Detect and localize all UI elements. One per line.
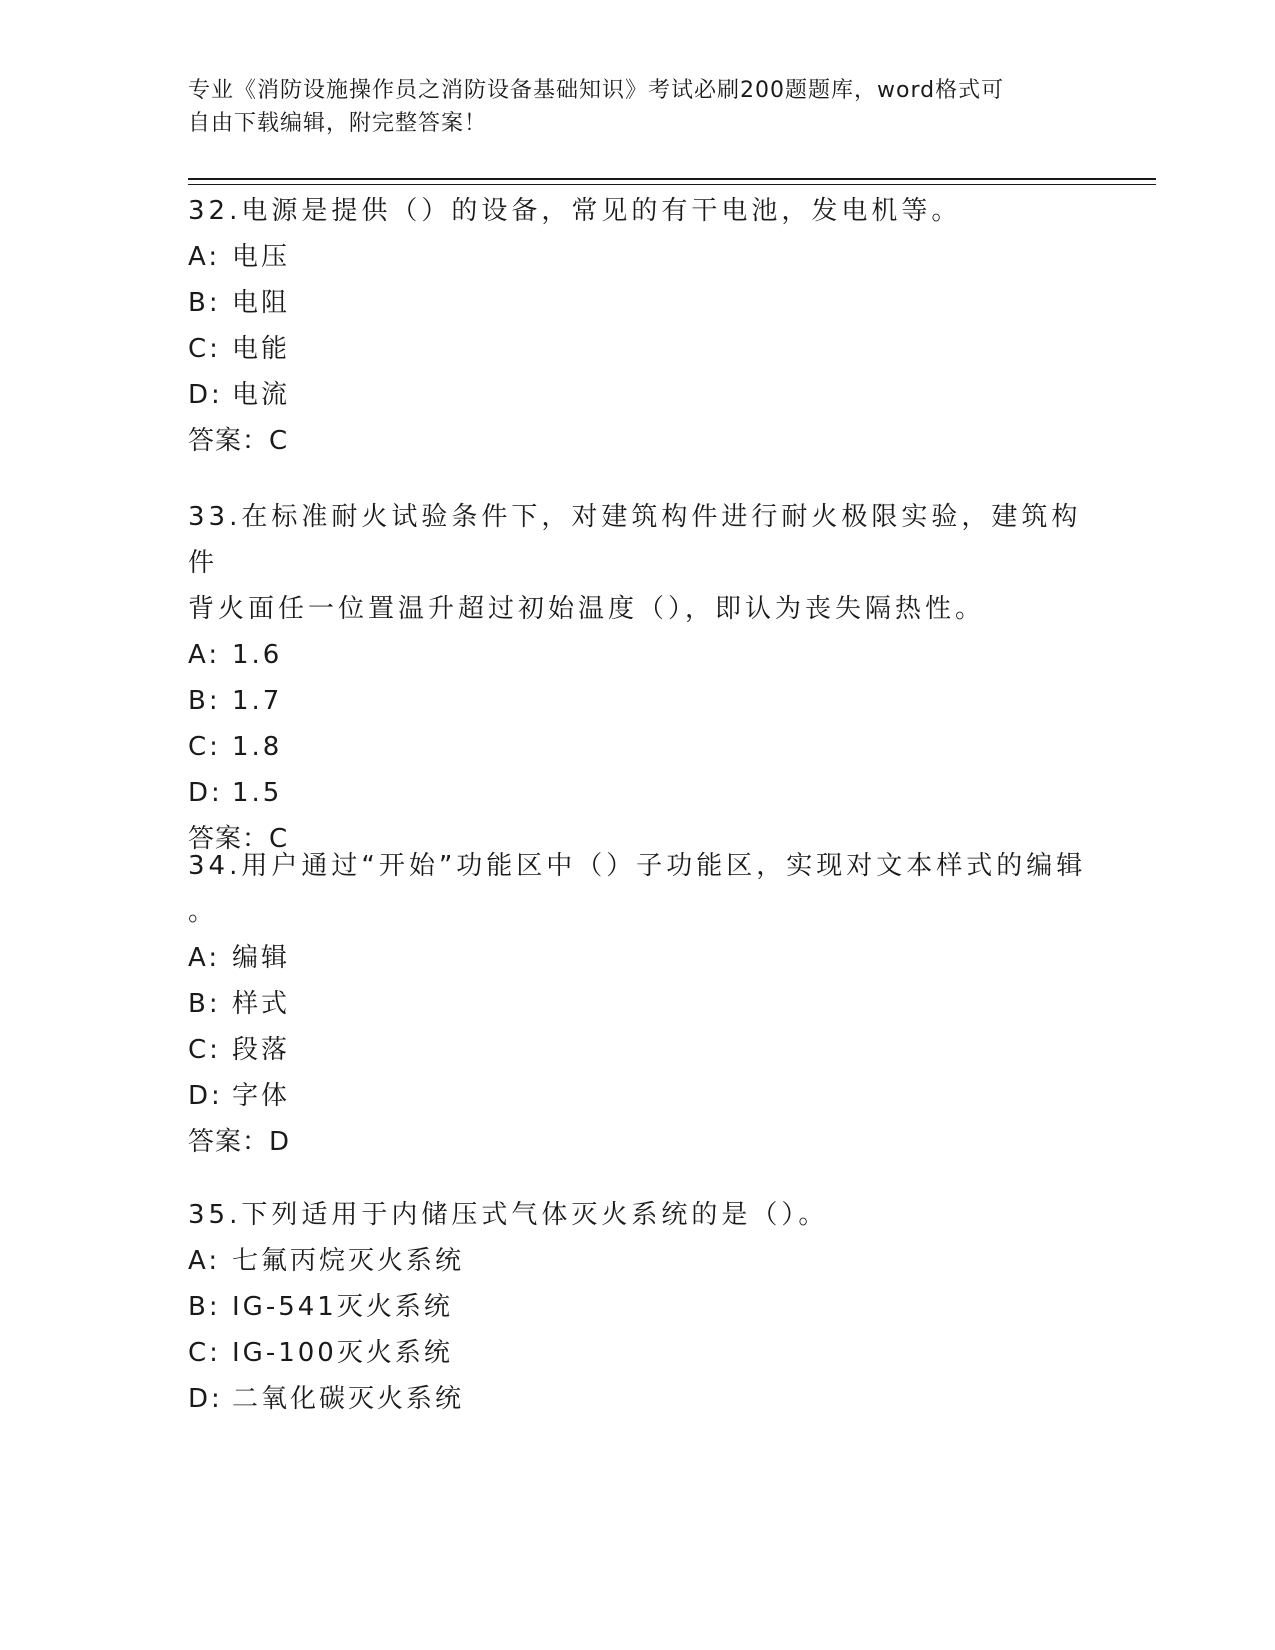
option-a <box>188 1238 1088 1284</box>
question-stem-line-2: 。 <box>188 897 219 927</box>
option-c <box>188 724 1088 770</box>
option-text: 段落 <box>232 1035 291 1065</box>
question-33 <box>188 494 1088 862</box>
option-label: D: <box>188 380 223 410</box>
option-text: 编辑 <box>232 943 291 973</box>
option-a <box>188 234 1088 280</box>
option-text: 1.8 <box>232 732 283 762</box>
option-label: C: <box>188 1035 221 1065</box>
question-34 <box>188 843 1088 1165</box>
header-line-1: 专业《消防设施操作员之消防设备基础知识》考试必刷200题题库，word格式可 <box>188 78 1005 103</box>
option-text: 二氧化碳灭火系统 <box>232 1384 465 1414</box>
option-label: A: <box>188 1246 221 1276</box>
option-d <box>188 1376 1088 1422</box>
option-text: 1.5 <box>232 778 283 808</box>
option-text: 电压 <box>232 242 291 272</box>
option-label: A: <box>188 242 221 272</box>
option-label: D: <box>188 778 223 808</box>
option-c <box>188 1027 1088 1073</box>
option-c <box>188 326 1088 372</box>
option-text: 七氟丙烷灭火系统 <box>232 1246 465 1276</box>
answer-line: 答案：C <box>188 824 289 854</box>
option-label: B: <box>188 686 221 716</box>
option-b <box>188 678 1088 724</box>
option-text: IG-100灭火系统 <box>232 1338 453 1368</box>
question-35 <box>188 1192 1088 1422</box>
option-text: IG-541灭火系统 <box>232 1292 453 1322</box>
question-stem-line-2: 背火面任一位置温升超过初始温度（），即认为丧失隔热性。 <box>188 594 986 624</box>
option-label: C: <box>188 334 221 364</box>
question-stem-line-1: 33.在标准耐火试验条件下，对建筑构件进行耐火极限实验，建筑构件 <box>188 502 1082 578</box>
answer-line: 答案：D <box>188 1127 291 1157</box>
option-label: A: <box>188 640 221 670</box>
header-divider-thick <box>188 178 1156 180</box>
option-d <box>188 372 1088 418</box>
answer-line: 答案：C <box>188 426 289 456</box>
option-label: D: <box>188 1081 223 1111</box>
option-b <box>188 981 1088 1027</box>
option-text: 电流 <box>232 380 291 410</box>
header-divider-thin <box>188 184 1156 185</box>
question-stem: 35.下列适用于内储压式气体灭火系统的是（）。 <box>188 1200 829 1230</box>
option-label: B: <box>188 989 221 1019</box>
option-label: C: <box>188 732 221 762</box>
option-text: 电阻 <box>232 288 291 318</box>
option-label: D: <box>188 1384 223 1414</box>
header-line-2: 自由下载编辑，附完整答案！ <box>188 111 488 136</box>
option-a <box>188 632 1088 678</box>
option-label: B: <box>188 288 221 318</box>
document-header <box>188 74 1088 140</box>
question-32 <box>188 188 1088 464</box>
option-d <box>188 1073 1088 1119</box>
question-stem-line-1: 34.用户通过“开始”功能区中（）子功能区，实现对文本样式的编辑 <box>188 851 1087 881</box>
option-d <box>188 770 1088 816</box>
option-label: B: <box>188 1292 221 1322</box>
option-text: 1.7 <box>232 686 283 716</box>
option-text: 字体 <box>232 1081 291 1111</box>
option-c <box>188 1330 1088 1376</box>
option-text: 电能 <box>232 334 291 364</box>
option-b <box>188 1284 1088 1330</box>
option-text: 样式 <box>232 989 291 1019</box>
option-text: 1.6 <box>232 640 283 670</box>
option-label: C: <box>188 1338 221 1368</box>
option-b <box>188 280 1088 326</box>
question-stem: 32.电源是提供（）的设备，常见的有干电池，发电机等。 <box>188 196 962 226</box>
option-label: A: <box>188 943 221 973</box>
option-a <box>188 935 1088 981</box>
